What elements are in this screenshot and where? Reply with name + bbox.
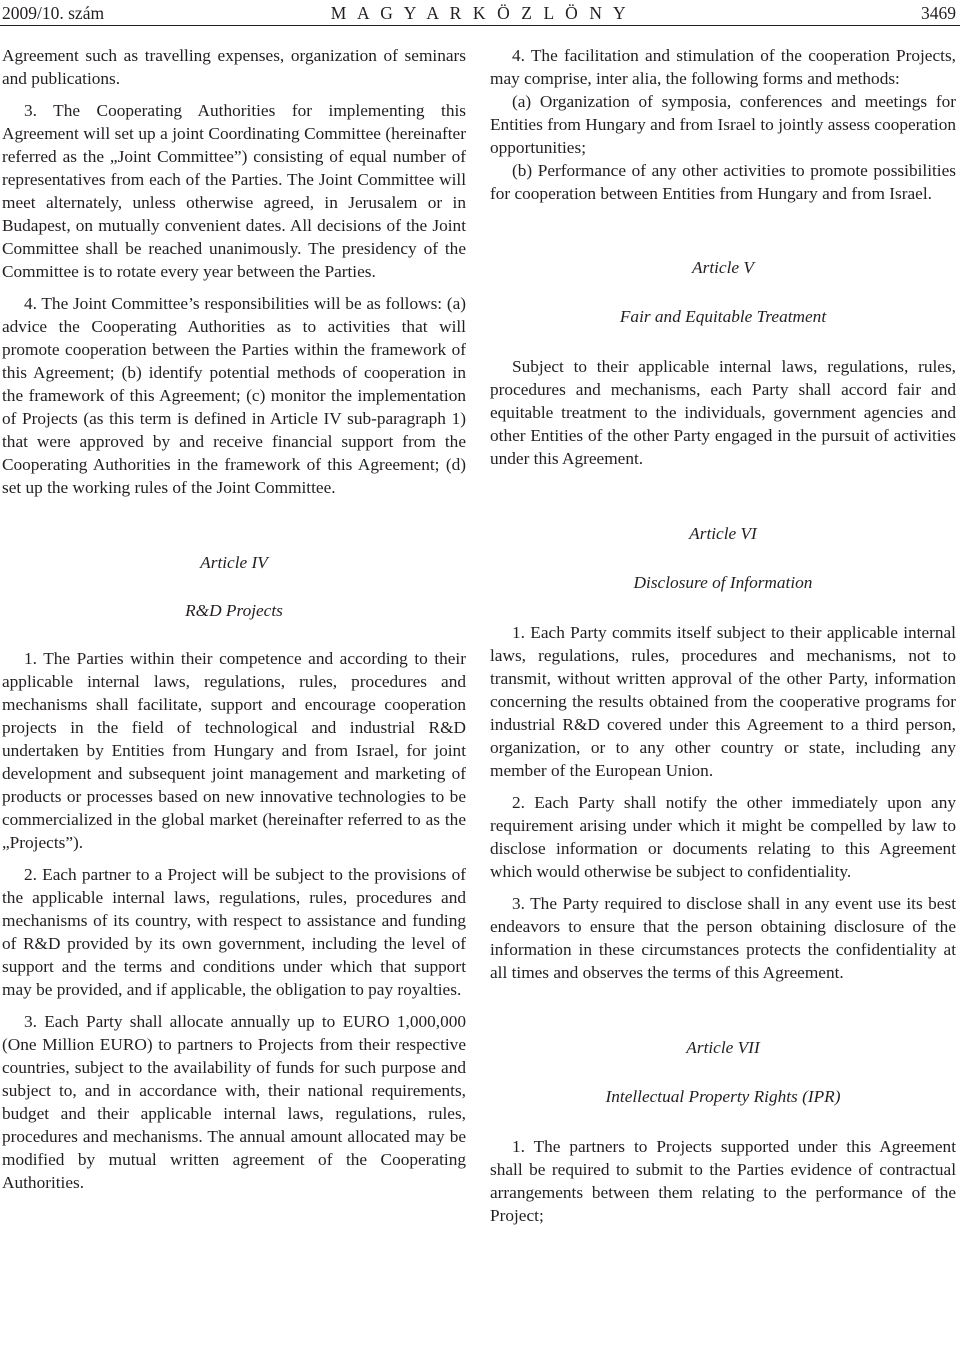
- article-vi-title: Article VI: [689, 524, 757, 543]
- article-iv-paragraph-2: 2. Each partner to a Project will be subject to the provisions of the applicable internal laws, regulations, rules, procedures and mechanisms of its country, with respect to assistance and funding of R&D provided by its own government, including the level of support and the terms and conditions under which that support may be provided, and if applicable, the obligation to pay royalties.: [2, 865, 466, 999]
- header-rule: [0, 25, 960, 26]
- issue-number: 2009/10. szám: [2, 3, 105, 23]
- article-vi-paragraph-1: 1. Each Party commits itself subject to their applicable internal laws, regulations, rules, procedures and mechanisms, not to transmit, without written approval of the other Party, information concerning the results obtained from the cooperative programs for industrial R&D covered under this Agreement to a third person, organization, or to any other country or state, including any member of the European Union.: [490, 623, 956, 780]
- article-v-paragraph: Subject to their applicable internal laws, regulations, rules, procedures and mechanisms, each Party shall accord fair and equitable treatment to the individuals, government agencies and other Entities of the other Party engaged in the pursuit of activities under this Agreement.: [490, 357, 956, 468]
- article-vii-title: Article VII: [686, 1038, 760, 1057]
- paragraph-3: 3. The Cooperating Authorities for implementing this Agreement will set up a joint Coordinating Committee (hereinafter referred as the „Joint Committee”) consisting of equal number of representatives from each of the Parties. The Joint Committee will meet alternately, unless otherwise agreed, in Jerusalem or in Budapest, on mutually convenient dates. All decisions of the Joint Committee shall be reached unanimously. The presidency of the Committee is to rotate every year between the Parties.: [2, 101, 466, 281]
- article-iv-paragraph-3: 3. Each Party shall allocate annually up to EURO 1,000,000 (One Million EURO) to partners to Projects from their respective countries, subject to the availability of funds for such purpose and subject to, and in accordance with, their national requirements, budget and their applicable internal laws, regulations, rules, procedures and mechanisms. The annual amount allocated may be modified by mutual written agreement of the Cooperating Authorities.: [2, 1012, 466, 1192]
- article-iv-paragraph-4: 4. The facilitation and stimulation of the cooperation Projects, may comprise, inter alia, the following forms and methods:: [490, 46, 956, 88]
- article-iv-paragraph-4b: (b) Performance of any other activities to promote possibilities for cooperation between Entities from Hungary and from Israel.: [490, 161, 956, 203]
- article-iv-paragraph-4a: (a) Organization of symposia, conferences and meetings for Entities from Hungary and from Israel to jointly assess cooperation opportunities;: [490, 92, 956, 157]
- article-vii-paragraph-1: 1. The partners to Projects supported under this Agreement shall be required to submit to the Parties evidence of contractual arrangements between them relating to the performance of the Project;: [490, 1137, 956, 1225]
- right-column: [490, 44, 956, 1227]
- article-v-subtitle: Fair and Equitable Treatment: [619, 307, 827, 326]
- article-iv-paragraph-1: 1. The Parties within their competence and according to their applicable internal laws, regulations, rules, procedures and mechanisms shall facilitate, support and encourage cooperation projects in the field of technological and industrial R&D undertaken by Entities from Hungary and from Israel, for joint development and subsequent joint management and marketing of products or processes based on new innovative technologies to be commercialized in the global market (hereinafter referred to as the „Projects”).: [2, 649, 466, 852]
- article-iv-title: Article IV: [200, 553, 268, 572]
- journal-title: M A G Y A R K Ö Z L Ö N Y: [330, 3, 630, 23]
- page-header: [0, 0, 960, 26]
- page-number: 3469: [921, 3, 956, 23]
- article-vi-subtitle: Disclosure of Information: [633, 573, 813, 592]
- article-iv-subtitle: R&D Projects: [185, 601, 283, 620]
- paragraph-continued: Agreement such as travelling expenses, organization of seminars and publications.: [2, 46, 466, 88]
- paragraph-4: 4. The Joint Committee’s responsibilities will be as follows: (a) advice the Cooperating Authorities as to activities that will promote cooperation between the Parties within the framework of this Agreement; (b) identify potential methods of cooperation in the framework of this Agreement; (c) monitor the implementation of Projects (as this term is defined in Article IV sub-paragraph 1) that were approved by and receive financial support from the Cooperating Authorities in the framework of this Agreement; (d) set up the working rules of the Joint Committee.: [2, 294, 466, 497]
- left-column: [2, 44, 466, 1194]
- article-vi-paragraph-2: 2. Each Party shall notify the other immediately upon any requirement arising under which it might be compelled by law to disclose information or documents relating to this Agreement which would otherwise be subject to confidentiality.: [490, 793, 956, 881]
- article-v-title: Article V: [692, 258, 754, 277]
- article-vi-paragraph-3: 3. The Party required to disclose shall in any event use its best endeavors to ensure that the person obtaining disclosure of the information in these circumstances protects the confidentiality at all times and observes the terms of this Agreement.: [490, 894, 956, 982]
- article-vii-subtitle: Intellectual Property Rights (IPR): [605, 1087, 841, 1106]
